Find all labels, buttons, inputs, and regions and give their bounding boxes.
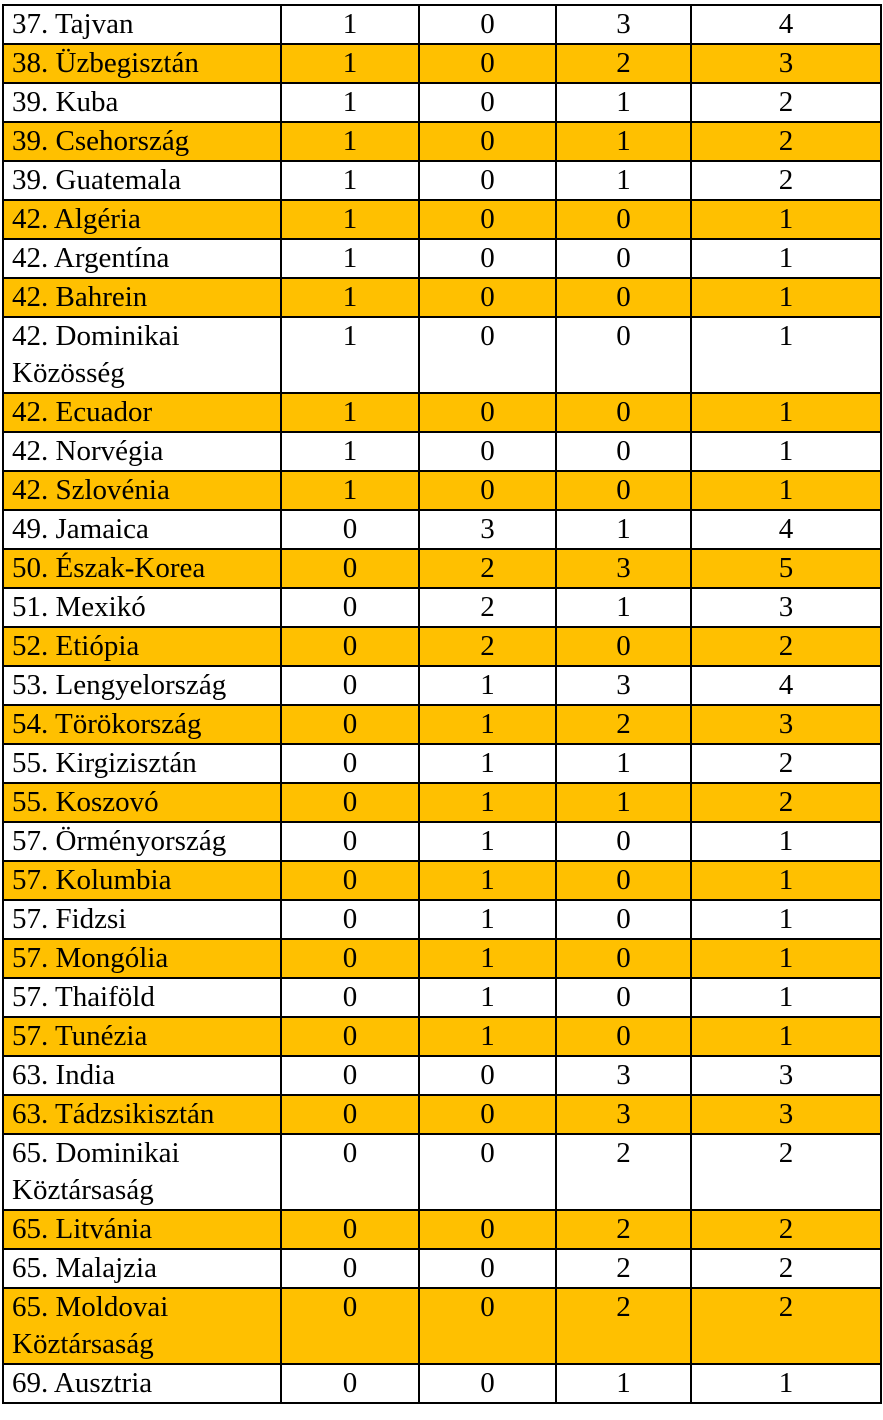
gold-medal-cell: 0 <box>281 1249 419 1288</box>
silver-medal-cell: 1 <box>419 705 556 744</box>
bronze-medal-cell: 2 <box>556 1210 691 1249</box>
medal-table <box>2 4 882 1404</box>
bronze-medal-cell: 3 <box>556 549 691 588</box>
gold-medal-cell: 0 <box>281 1017 419 1056</box>
total-medal-cell: 2 <box>691 122 881 161</box>
silver-medal-cell: 0 <box>419 44 556 83</box>
total-medal-cell: 2 <box>691 1210 881 1249</box>
bronze-medal-cell: 0 <box>556 900 691 939</box>
silver-medal-cell: 0 <box>419 278 556 317</box>
gold-medal-cell: 1 <box>281 161 419 200</box>
total-medal-cell: 1 <box>691 393 881 432</box>
country-cell: 39. Csehország <box>3 122 281 161</box>
table-row <box>3 1095 881 1134</box>
bronze-medal-cell: 1 <box>556 744 691 783</box>
table-row <box>3 432 881 471</box>
bronze-medal-cell: 0 <box>556 471 691 510</box>
country-cell: 57. Fidzsi <box>3 900 281 939</box>
total-medal-cell: 2 <box>691 783 881 822</box>
gold-medal-cell: 1 <box>281 44 419 83</box>
total-medal-cell: 4 <box>691 666 881 705</box>
gold-medal-cell: 0 <box>281 549 419 588</box>
total-medal-cell: 1 <box>691 1364 881 1403</box>
total-medal-cell: 2 <box>691 627 881 666</box>
table-row <box>3 393 881 432</box>
total-medal-cell: 3 <box>691 588 881 627</box>
bronze-medal-cell: 1 <box>556 83 691 122</box>
gold-medal-cell: 0 <box>281 666 419 705</box>
total-medal-cell: 5 <box>691 549 881 588</box>
silver-medal-cell: 1 <box>419 978 556 1017</box>
country-cell: 50. Észak-Korea <box>3 549 281 588</box>
bronze-medal-cell: 0 <box>556 627 691 666</box>
table-row <box>3 510 881 549</box>
country-cell: 42. Argentína <box>3 239 281 278</box>
country-cell: 65. Dominikai Köztársaság <box>3 1134 281 1210</box>
total-medal-cell: 1 <box>691 939 881 978</box>
silver-medal-cell: 0 <box>419 1364 556 1403</box>
silver-medal-cell: 0 <box>419 1249 556 1288</box>
bronze-medal-cell: 0 <box>556 239 691 278</box>
table-row <box>3 978 881 1017</box>
country-cell: 55. Kirgizisztán <box>3 744 281 783</box>
table-row <box>3 239 881 278</box>
country-cell: 42. Ecuador <box>3 393 281 432</box>
gold-medal-cell: 1 <box>281 393 419 432</box>
gold-medal-cell: 0 <box>281 588 419 627</box>
table-row <box>3 861 881 900</box>
total-medal-cell: 1 <box>691 239 881 278</box>
country-cell: 57. Kolumbia <box>3 861 281 900</box>
gold-medal-cell: 1 <box>281 278 419 317</box>
bronze-medal-cell: 0 <box>556 393 691 432</box>
medal-table-body <box>3 5 881 1403</box>
gold-medal-cell: 0 <box>281 510 419 549</box>
silver-medal-cell: 0 <box>419 432 556 471</box>
bronze-medal-cell: 0 <box>556 200 691 239</box>
table-row <box>3 161 881 200</box>
total-medal-cell: 1 <box>691 900 881 939</box>
gold-medal-cell: 0 <box>281 1134 419 1210</box>
gold-medal-cell: 0 <box>281 783 419 822</box>
silver-medal-cell: 1 <box>419 783 556 822</box>
gold-medal-cell: 0 <box>281 1056 419 1095</box>
bronze-medal-cell: 0 <box>556 317 691 393</box>
country-cell: 53. Lengyelország <box>3 666 281 705</box>
country-cell: 65. Litvánia <box>3 1210 281 1249</box>
total-medal-cell: 1 <box>691 822 881 861</box>
total-medal-cell: 3 <box>691 1056 881 1095</box>
country-cell: 57. Örményország <box>3 822 281 861</box>
table-row <box>3 939 881 978</box>
silver-medal-cell: 0 <box>419 1095 556 1134</box>
silver-medal-cell: 3 <box>419 510 556 549</box>
table-row <box>3 900 881 939</box>
bronze-medal-cell: 3 <box>556 5 691 44</box>
country-cell: 49. Jamaica <box>3 510 281 549</box>
bronze-medal-cell: 2 <box>556 1288 691 1364</box>
gold-medal-cell: 1 <box>281 83 419 122</box>
silver-medal-cell: 0 <box>419 1056 556 1095</box>
table-row <box>3 1210 881 1249</box>
total-medal-cell: 4 <box>691 5 881 44</box>
table-row <box>3 705 881 744</box>
total-medal-cell: 2 <box>691 83 881 122</box>
silver-medal-cell: 1 <box>419 900 556 939</box>
country-cell: 65. Moldovai Köztársaság <box>3 1288 281 1364</box>
silver-medal-cell: 0 <box>419 5 556 44</box>
table-row <box>3 627 881 666</box>
bronze-medal-cell: 0 <box>556 939 691 978</box>
total-medal-cell: 2 <box>691 1288 881 1364</box>
gold-medal-cell: 0 <box>281 900 419 939</box>
silver-medal-cell: 2 <box>419 549 556 588</box>
bronze-medal-cell: 0 <box>556 1017 691 1056</box>
country-cell: 42. Norvégia <box>3 432 281 471</box>
bronze-medal-cell: 1 <box>556 588 691 627</box>
country-cell: 42. Dominikai Közösség <box>3 317 281 393</box>
total-medal-cell: 1 <box>691 432 881 471</box>
total-medal-cell: 2 <box>691 1134 881 1210</box>
gold-medal-cell: 0 <box>281 627 419 666</box>
table-row <box>3 317 881 393</box>
table-row <box>3 666 881 705</box>
total-medal-cell: 1 <box>691 861 881 900</box>
table-row <box>3 471 881 510</box>
silver-medal-cell: 0 <box>419 1210 556 1249</box>
total-medal-cell: 1 <box>691 471 881 510</box>
silver-medal-cell: 0 <box>419 161 556 200</box>
silver-medal-cell: 0 <box>419 317 556 393</box>
gold-medal-cell: 0 <box>281 822 419 861</box>
silver-medal-cell: 0 <box>419 83 556 122</box>
silver-medal-cell: 0 <box>419 393 556 432</box>
gold-medal-cell: 1 <box>281 200 419 239</box>
country-cell: 42. Bahrein <box>3 278 281 317</box>
total-medal-cell: 1 <box>691 317 881 393</box>
gold-medal-cell: 1 <box>281 5 419 44</box>
bronze-medal-cell: 0 <box>556 432 691 471</box>
total-medal-cell: 2 <box>691 744 881 783</box>
gold-medal-cell: 0 <box>281 705 419 744</box>
table-row <box>3 1249 881 1288</box>
gold-medal-cell: 0 <box>281 1210 419 1249</box>
total-medal-cell: 1 <box>691 200 881 239</box>
table-row <box>3 744 881 783</box>
table-row <box>3 122 881 161</box>
total-medal-cell: 1 <box>691 1017 881 1056</box>
silver-medal-cell: 1 <box>419 666 556 705</box>
silver-medal-cell: 0 <box>419 1134 556 1210</box>
country-cell: 38. Üzbegisztán <box>3 44 281 83</box>
table-row <box>3 783 881 822</box>
total-medal-cell: 2 <box>691 1249 881 1288</box>
country-cell: 57. Tunézia <box>3 1017 281 1056</box>
country-cell: 54. Törökország <box>3 705 281 744</box>
gold-medal-cell: 0 <box>281 1095 419 1134</box>
table-row <box>3 822 881 861</box>
table-row <box>3 200 881 239</box>
silver-medal-cell: 0 <box>419 239 556 278</box>
table-row <box>3 549 881 588</box>
country-cell: 55. Koszovó <box>3 783 281 822</box>
bronze-medal-cell: 3 <box>556 1056 691 1095</box>
bronze-medal-cell: 1 <box>556 783 691 822</box>
bronze-medal-cell: 2 <box>556 1134 691 1210</box>
total-medal-cell: 3 <box>691 1095 881 1134</box>
country-cell: 57. Mongólia <box>3 939 281 978</box>
country-cell: 69. Ausztria <box>3 1364 281 1403</box>
bronze-medal-cell: 0 <box>556 278 691 317</box>
country-cell: 51. Mexikó <box>3 588 281 627</box>
silver-medal-cell: 1 <box>419 861 556 900</box>
table-row <box>3 1134 881 1210</box>
bronze-medal-cell: 1 <box>556 122 691 161</box>
country-cell: 63. India <box>3 1056 281 1095</box>
country-cell: 42. Algéria <box>3 200 281 239</box>
country-cell: 65. Malajzia <box>3 1249 281 1288</box>
silver-medal-cell: 2 <box>419 627 556 666</box>
silver-medal-cell: 1 <box>419 822 556 861</box>
bronze-medal-cell: 2 <box>556 705 691 744</box>
gold-medal-cell: 0 <box>281 1288 419 1364</box>
bronze-medal-cell: 2 <box>556 44 691 83</box>
country-cell: 42. Szlovénia <box>3 471 281 510</box>
silver-medal-cell: 0 <box>419 1288 556 1364</box>
table-row <box>3 588 881 627</box>
silver-medal-cell: 1 <box>419 939 556 978</box>
gold-medal-cell: 1 <box>281 471 419 510</box>
silver-medal-cell: 0 <box>419 122 556 161</box>
table-row <box>3 1017 881 1056</box>
total-medal-cell: 1 <box>691 978 881 1017</box>
bronze-medal-cell: 1 <box>556 161 691 200</box>
country-cell: 52. Etiópia <box>3 627 281 666</box>
country-cell: 57. Thaiföld <box>3 978 281 1017</box>
country-cell: 37. Tajvan <box>3 5 281 44</box>
table-row <box>3 1288 881 1364</box>
total-medal-cell: 3 <box>691 705 881 744</box>
gold-medal-cell: 1 <box>281 122 419 161</box>
bronze-medal-cell: 0 <box>556 861 691 900</box>
bronze-medal-cell: 2 <box>556 1249 691 1288</box>
bronze-medal-cell: 3 <box>556 1095 691 1134</box>
table-row <box>3 1364 881 1403</box>
silver-medal-cell: 1 <box>419 1017 556 1056</box>
gold-medal-cell: 1 <box>281 317 419 393</box>
bronze-medal-cell: 1 <box>556 1364 691 1403</box>
gold-medal-cell: 1 <box>281 432 419 471</box>
bronze-medal-cell: 0 <box>556 978 691 1017</box>
silver-medal-cell: 0 <box>419 200 556 239</box>
gold-medal-cell: 0 <box>281 939 419 978</box>
table-row <box>3 278 881 317</box>
country-cell: 39. Guatemala <box>3 161 281 200</box>
country-cell: 39. Kuba <box>3 83 281 122</box>
silver-medal-cell: 0 <box>419 471 556 510</box>
total-medal-cell: 3 <box>691 44 881 83</box>
gold-medal-cell: 1 <box>281 239 419 278</box>
table-row <box>3 5 881 44</box>
total-medal-cell: 4 <box>691 510 881 549</box>
bronze-medal-cell: 1 <box>556 510 691 549</box>
silver-medal-cell: 2 <box>419 588 556 627</box>
silver-medal-cell: 1 <box>419 744 556 783</box>
gold-medal-cell: 0 <box>281 744 419 783</box>
bronze-medal-cell: 3 <box>556 666 691 705</box>
gold-medal-cell: 0 <box>281 978 419 1017</box>
table-row <box>3 83 881 122</box>
table-row <box>3 1056 881 1095</box>
gold-medal-cell: 0 <box>281 861 419 900</box>
country-cell: 63. Tádzsikisztán <box>3 1095 281 1134</box>
total-medal-cell: 2 <box>691 161 881 200</box>
gold-medal-cell: 0 <box>281 1364 419 1403</box>
total-medal-cell: 1 <box>691 278 881 317</box>
table-row <box>3 44 881 83</box>
bronze-medal-cell: 0 <box>556 822 691 861</box>
